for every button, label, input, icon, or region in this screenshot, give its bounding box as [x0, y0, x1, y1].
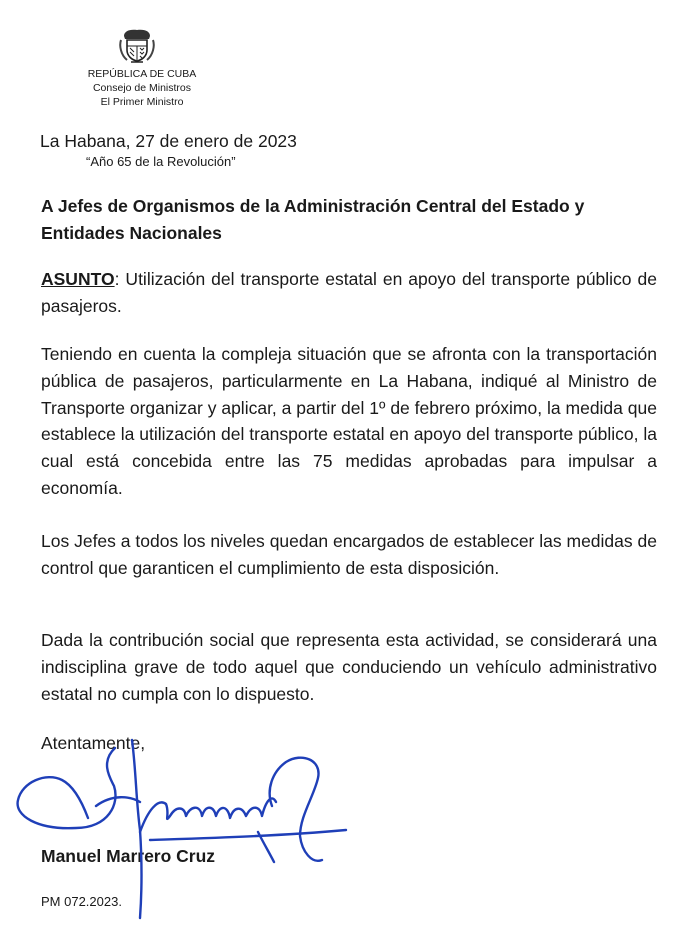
- letterhead: [70, 67, 214, 109]
- closing-salutation: Atentamente,: [41, 733, 146, 753]
- letterhead-council: Consejo de Ministros: [92, 82, 192, 94]
- letterhead-country: REPÚBLICA DE CUBA: [87, 68, 197, 80]
- signer-name: Manuel Marrero Cruz: [41, 846, 216, 866]
- recipient-heading: A Jefes de Organismos de la Administración Central del Estado y Entidades Nacionales: [41, 196, 585, 243]
- subject-text: : Utilización del transporte estatal en apoyo del transporte público de pasajeros.: [41, 269, 657, 316]
- year-motto: “Año 65 de la Revolución”: [86, 154, 236, 169]
- letterhead-office: El Primer Ministro: [100, 96, 184, 108]
- date-line: La Habana, 27 de enero de 2023: [40, 131, 297, 151]
- body-paragraph: Los Jefes a todos los niveles quedan encargados de establecer las medidas de control que garanticen el cumplimiento de esta disposición.: [41, 531, 657, 578]
- body-paragraph: Teniendo en cuenta la compleja situación que se afronta con la transportación pública de pasajeros, particularmente en La Habana, indiqué al Ministro de Transporte organizar y aplicar, a partir del 1º de febrero próximo, la medida que establece la utilización del transporte estatal en apoyo del transporte público, la cual está concebida entre las 75 medidas aprobadas para impulsar a economía.: [41, 344, 657, 498]
- subject-line: [41, 266, 657, 320]
- body-paragraph: Dada la contribución social que representa esta actividad, se considerará una indisciplina grave de todo aquel que conduciendo un vehículo administrativo estatal no cumpla con lo dispuesto.: [41, 630, 657, 704]
- document-reference: PM 072.2023.: [41, 894, 122, 909]
- subject-label: ASUNTO: [41, 269, 115, 289]
- coat-of-arms-icon: [118, 28, 156, 64]
